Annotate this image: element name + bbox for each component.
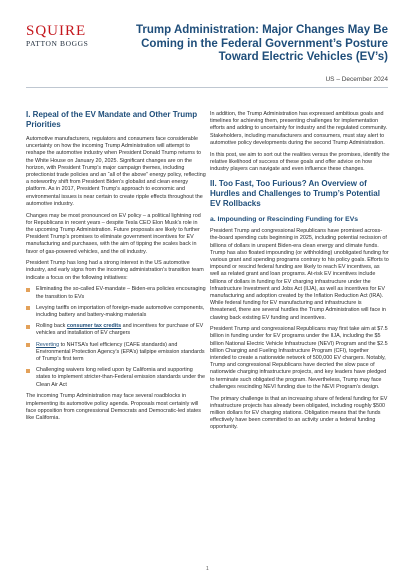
list-item: Levying tariffs on importation of foreign-made automotive components, including battery and battery-making materials: [26, 305, 206, 319]
list-item: Rolling back consumer tax credits and incentives for purchase of EV vehicles and installation of EV chargers: [26, 323, 206, 337]
paragraph: The incoming Trump Administration may face several roadblocks in implementing its automotive policy agenda. Proposals most certainly will face opposition from congressional Democrats and Democratic-led states like California.: [26, 393, 201, 421]
bullet-icon: [26, 325, 30, 329]
subsection-heading: a. Impounding or Rescinding Funding for EVs: [210, 216, 359, 224]
list-item: Eliminating the so-called EV-mandate – Biden-era policies encouraging the transition to EVs: [26, 286, 206, 300]
paragraph: President Trump has long had a strong interest in the US automotive industry, and early signs from the incoming administration’s transition team indicate a focus on the following initiatives:: [26, 260, 204, 281]
paragraph: Automotive manufacturers, regulators and consumers face considerable uncertainty on how the incoming Trump Administration will attempt to reshape the automotive industry when President Donald Trump returns to the White House on January 20, 2025. Significant changes are on the horizon, with President Trump’s major campaign themes, including protectionist trade policies and an “all of the above” energy policy, reflecting a noteworthy shift from President Biden’s globalist and clean energy platform. As in 2017, President Trump’s approach to economic and environmental issues is near certain to create ripple effects throughout the automotive industry.: [26, 136, 206, 207]
paragraph: President Trump and congressional Republicans have promised across-the-board spending cuts beginning in 2025, including potential recission of billions of dollars in unspent Biden-era clean energy and climate funds. Trump has also floated impounding (or withholding) unobligated funding for various grant and spending programs contrary to his policy goals. Efforts to impound or rescind federal funding are likely to reach EV incentives, as well as related grant and loan programs. At-risk EV incentives include billions of dollars in funding for EV charging infrastructure under the Infrastructure Investment and Jobs Act (IIJA), as well as incentives for EV manufacturing and adoption created by the Inflation Reduction Act (IRA). While federal funding for EV manufacturing and infrastructure is threatened, there are several hurdles the Trump Administration will face in clawing back existing EV funding and incentives.: [210, 228, 389, 321]
firm-logo: SQUIRE PATTON BOGGS: [26, 23, 89, 48]
left-column: [26, 110, 206, 427]
paragraph: Changes may be most pronounced on EV policy – a political lightning rod for Republicans in recent years – despite Tesla CEO Elon Musk’s role in the upcoming Trump Administration. Future proposals are likely to further President Trump’s promises to eliminate government incentives for EV manufacturing and purchases, with the aim of tipping the scales back in favor of gas-powered vehicles, and the oil industry.: [26, 212, 201, 255]
bullet-icon: [26, 306, 30, 310]
header-divider: [26, 87, 388, 88]
document-title: Trump Administration: Major Changes May Be Coming in the Federal Government’s Posture Toward Electric Vehicles (EV’s): [136, 24, 388, 63]
section-heading-1: I. Repeal of the EV Mandate and Other Trump Priorities: [26, 110, 198, 129]
bullet-icon: [26, 369, 30, 373]
paragraph: The primary challenge is that an increasing share of federal funding for EV infrastructure projects has already been obligated, including roughly $500 million dollars for EV charging stations. Obligation means that the funds effectively have been committed to an activity under a federal funding opportunity.: [210, 395, 388, 431]
initiatives-list: [26, 286, 206, 388]
paragraph: In addition, the Trump Administration has expressed ambitious goals and timelines for achieving them, presenting challenges for implementation efforts and adding to uncertainty for industry and the regulated community. Stakeholders, including manufacturers and consumers, must stay alert to automotive policy developments during the second Trump Administration.: [210, 111, 388, 146]
reverting-link[interactable]: Reverting: [36, 341, 60, 348]
list-item: Challenging waivers long relied upon by California and supporting states to implement stricter-than-Federal emission standards under the Clean Air Act: [26, 367, 206, 389]
list-item: Reverting to NHTSA’s fuel efficiency (CAFE standards) and Environmental Protection Agency’s (EPA’s) tailpipe emission standards of Trump’s first term: [26, 342, 206, 364]
section-heading-2: II. Too Fast, Too Furious? An Overview of Hurdles and Challenges to Trump’s Potential EV Rollbacks: [210, 179, 380, 209]
paragraph: President Trump and congressional Republicans may first take aim at $7.5 billion in funding under for EV programs under the IIJA, including the $5 billion National Electric Vehicle Infrastructure (NEVI) Program and the $2.5 billion Charging and Fueling Infrastructure Program (CFI), together intended to create a nationwide network of 500,000 EV chargers. Notably, Trump and congressional Republicans have decried the slow pace of nationwide charging infrastructure projects, and key leaders have pledged to terminate such obligated the program. Nevertheless, Trump may face challenges rescinding NEVI funding due to the NEVI Program’s design.: [210, 326, 388, 390]
right-column: [210, 111, 390, 436]
paragraph: In this post, we aim to sort out the realities versus the promises, identify the relative likelihood of success of these goals and offer advice on how industry players can navigate and even influence these changes.: [210, 151, 390, 172]
bullet-icon: [26, 288, 30, 292]
bullet-icon: [26, 343, 30, 347]
document-date: US – December 2024: [325, 76, 388, 83]
page-number: 1: [206, 566, 209, 572]
tax-credits-link[interactable]: consumer tax credits: [66, 323, 122, 330]
